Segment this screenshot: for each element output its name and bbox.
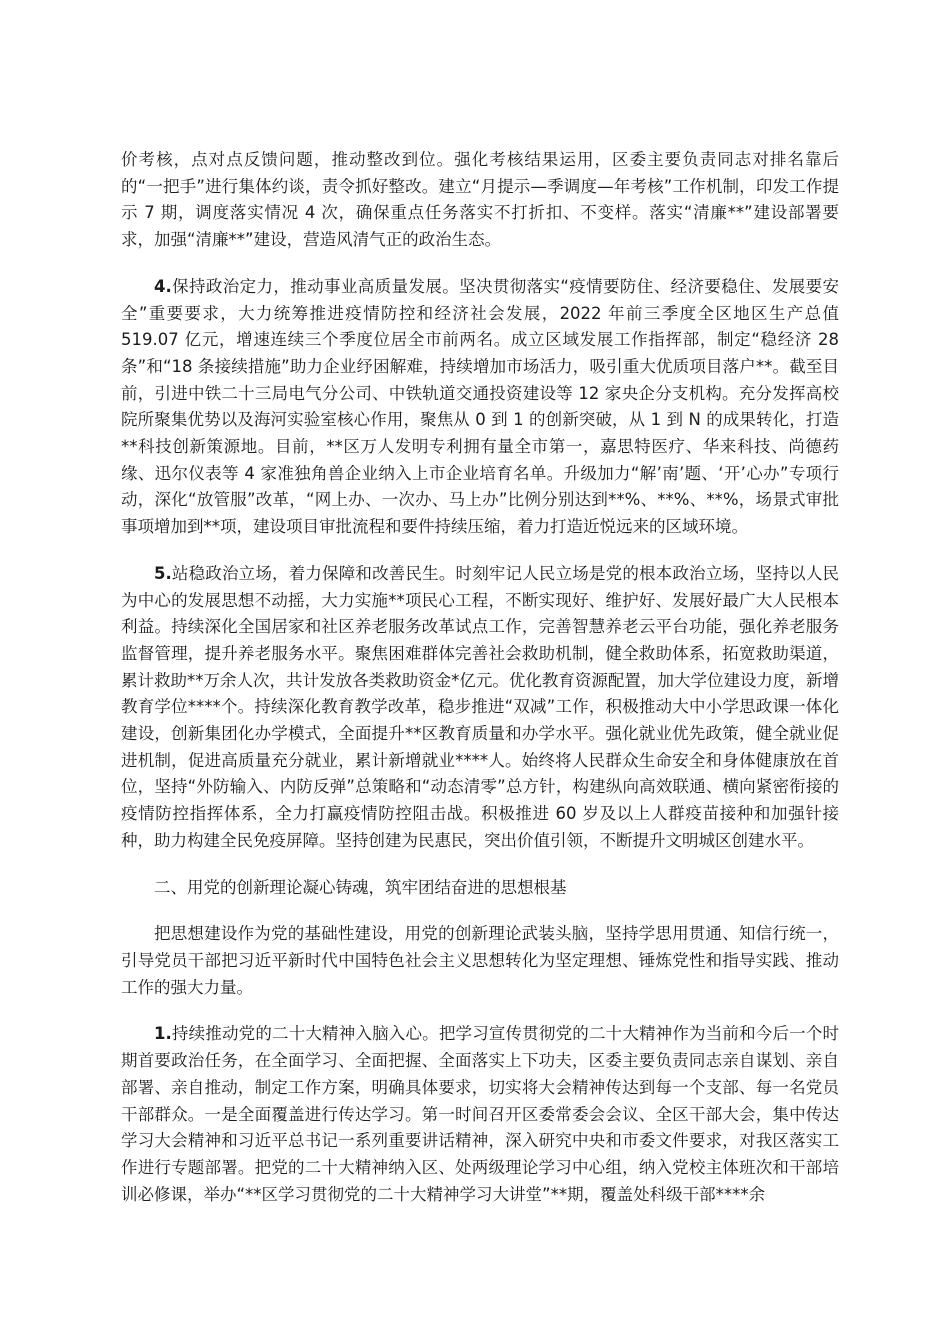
item-4-number: 4. [154, 276, 172, 296]
paragraph-item-1 [121, 1021, 839, 1208]
paragraph-item-4 [121, 274, 839, 541]
paragraph-continuation: 价考核，点对点反馈问题，推动整改到位。强化考核结果运用，区委主要负责同志对排名靠后的“一把手”进行集体约谈，责令抓好整改。建立“月提示—季调度—年考核”工作机制，印发工作提示 7 期，调度落实情况 4 次，确保重点任务落实不打折扣、不变样。落实“清廉**”建设部署要求，加强“清廉**”建设，营造风清气正的政治生态。 [121, 150, 839, 250]
item-1-number: 1. [154, 1024, 172, 1044]
item-5-text: 站稳政治立场，着力保障和改善民生。时刻牢记人民立场是党的根本政治立场，坚持以人民为中心的发展思想不动摇，大力实施**项民心工程，不断实现好、维护好、发展好最广大人民根本利益。持续深化全国居家和社区养老服务改革试点工作，完善智慧养老云平台功能，强化养老服务监督管理，提升养老服务水平。聚焦困难群体完善社会救助机制，健全救助体系，拓宽救助渠道，累计救助**万余人次，共计发放各类救助资金*亿元。优化教育资源配置，加大学位建设力度，新增教育学位****个。持续深化教育教学改革，稳步推进“双减”工作，积极推动大中小学思政课一体化建设，创新集团化办学模式，全面提升**区教育质量和办学水平。强化就业优先政策，健全就业促进机制，促进高质量充分就业，累计新增就业****人。始终将人民群众生命安全和身体健康放在首位，坚持“外防输入、内防反弹”总策略和“动态清零”总方针，构建纵向高效联通、横向紧密衔接的疫情防控指挥体系，全力打赢疫情防控阻击战。积极推进 60 岁及以上人群疫苗接种和加强针接种，助力构建全民免疫屏障。坚持创建为民惠民，突出价值引领，不断提升文明城区创建水平。 [121, 563, 839, 850]
document-body [121, 147, 839, 1228]
section-2-heading: 二、用党的创新理论凝心铸魂，筑牢团结奋进的思想根基 [154, 877, 567, 897]
item-1-text: 持续推动党的二十大精神入脑入心。把学习宣传贯彻党的二十大精神作为当前和今后一个时期首要政治任务，在全面学习、全面把握、全面落实上下功夫，区委主要负责同志亲自谋划、亲自部署、亲自推动，制定工作方案，明确具体要求，切实将大会精神传达到每一个支部、每一名党员干部群众。一是全面覆盖进行传达学习。第一时间召开区委常委会会议、全区干部大会，集中传达学习大会精神和习近平总书记一系列重要讲话精神，深入研究中央和市委文件要求，对我区落实工作进行专题部署。把党的二十大精神纳入区、处两级理论学习中心组，纳入党校主体班次和干部培训必修课，举办“**区学习贯彻党的二十大精神学习大讲堂”**期，覆盖处科级干部****余 [121, 1024, 839, 1204]
item-4-text: 保持政治定力，推动事业高质量发展。坚决贯彻落实“疫情要防住、经济要稳住、发展要安全”重要要求，大力统筹推进疫情防控和经济社会发展，2022 年前三季度全区地区生产总值 519.07 亿元，增速连续三个季度位居全市前两名。成立区域发展工作指挥部，制定“稳经济 28 条”和“18 条接续措施”助力企业纾困解难，持续增加市场活力，吸引重大优质项目落户**。截至目前，引进中铁二十三局电气分公司、中铁轨道交通投资建设等 12 家央企分支机构。充分发挥高校院所聚集优势以及海河实验室核心作用，聚焦从 0 到 1 的创新突破，从 1 到 N 的成果转化，打造**科技创新策源地。目前，**区万人发明专利拥有量全市第一，嘉思特医疗、华来科技、尚德药缘、迅尔仪表等 4 家准独角兽企业纳入上市企业培育名单。升级加力“解’南’题、‘开’心办”专项行动，深化“放管服”改革，“网上办、一次办、马上办”比例分别达到**%、**%、**%，场景式审批事项增加到**项，建设项目审批流程和要件持续压缩，着力打造近悦远来的区域环境。 [121, 276, 839, 537]
item-5-number: 5. [154, 563, 172, 583]
section-2-intro: 把思想建设作为党的基础性建设，用党的创新理论武装头脑，坚持学思用贯通、知信行统一，引导党员干部把习近平新时代中国特色社会主义思想转化为坚定理想、锤炼党性和指导实践、推动工作的强大力量。 [121, 924, 839, 997]
paragraph-item-5 [121, 561, 839, 855]
